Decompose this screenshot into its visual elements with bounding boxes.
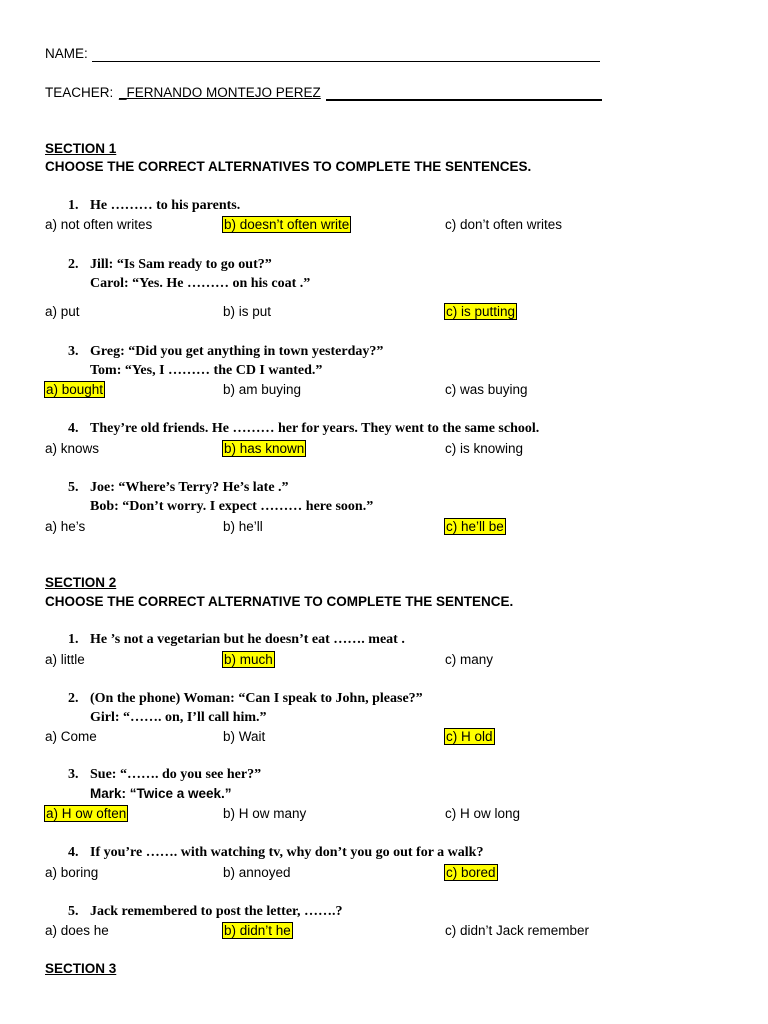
s1-q5-option-b[interactable]: b) he’ll <box>223 519 263 534</box>
answer-highlight: c) he’ll be <box>446 519 504 534</box>
s2-question-3 <box>68 767 261 783</box>
teacher-name: _FERNANDO MONTEJO PEREZ <box>119 85 321 100</box>
s1-question-3 <box>68 344 383 360</box>
question-text: Greg: “Did you get anything in town yesterday?” <box>90 344 384 359</box>
s1-q4-option-c[interactable]: c) is knowing <box>445 441 524 456</box>
question-number: 3. <box>68 344 79 359</box>
answer-highlight: c) bored <box>446 865 496 880</box>
s1-q4-option-a[interactable]: a) knows <box>45 441 100 456</box>
answer-highlight: b) much <box>224 652 273 667</box>
s2-q2-option-a[interactable]: a) Come <box>45 729 97 744</box>
question-number: 1. <box>68 198 79 213</box>
teacher-label: TEACHER: <box>45 85 114 100</box>
section2-instruction: CHOOSE THE CORRECT ALTERNATIVE TO COMPLETE THE SENTENCE. <box>45 594 514 609</box>
question-number: 1. <box>68 632 79 647</box>
s1-q3-option-a[interactable] <box>45 382 104 398</box>
question-text: Sue: “……. do you see her?” <box>90 767 262 782</box>
s1-q2-option-a[interactable]: a) put <box>45 304 80 319</box>
s2-question-4 <box>68 845 483 861</box>
s2-q1-option-a[interactable]: a) little <box>45 652 85 667</box>
s2-question-2-line-2: Girl: “……. on, I’ll call him.” <box>90 710 267 725</box>
question-text: Joe: “Where’s Terry? He’s late .” <box>90 480 289 495</box>
s1-question-2 <box>68 257 272 273</box>
question-text: Jack remembered to post the letter, …….? <box>90 904 343 919</box>
s2-q2-option-b[interactable]: b) Wait <box>223 729 266 744</box>
name-underline <box>92 61 600 62</box>
answer-highlight: b) doesn’t often write <box>224 217 350 232</box>
section3-title: SECTION 3 <box>45 961 117 976</box>
s2-q1-option-c[interactable]: c) many <box>445 652 494 667</box>
s2-q3-option-a[interactable] <box>45 806 127 822</box>
s1-q1-option-b[interactable] <box>223 217 350 233</box>
question-text: Jill: “Is Sam ready to go out?” <box>90 257 272 272</box>
s1-q2-option-c[interactable] <box>445 304 516 320</box>
question-number: 3. <box>68 767 79 782</box>
s1-q5-option-c[interactable] <box>445 519 505 535</box>
question-number: 4. <box>68 845 79 860</box>
s2-question-2 <box>68 691 423 707</box>
s1-q4-option-b[interactable] <box>223 441 305 457</box>
s2-q3-option-b[interactable]: b) H ow many <box>223 806 307 821</box>
question-number: 4. <box>68 421 79 436</box>
s1-q3-option-b[interactable]: b) am buying <box>223 382 302 397</box>
s1-question-3-line-2: Tom: “Yes, I ……… the CD I wanted.” <box>90 363 323 378</box>
s1-q1-option-c[interactable]: c) don’t often writes <box>445 217 563 232</box>
s2-question-1 <box>68 632 405 648</box>
teacher-underline <box>326 99 602 101</box>
answer-highlight: a) H ow often <box>46 806 127 821</box>
s1-q5-option-a[interactable]: a) he’s <box>45 519 86 534</box>
s1-question-1 <box>68 198 240 214</box>
s2-q4-option-c[interactable] <box>445 865 497 881</box>
s1-question-2-line-2: Carol: “Yes. He ……… on his coat .” <box>90 276 311 291</box>
section2-title: SECTION 2 <box>45 575 117 590</box>
s1-question-4 <box>68 421 539 437</box>
question-text: If you’re ……. with watching tv, why don’t you go out for a walk? <box>90 845 484 860</box>
s1-question-5 <box>68 480 289 496</box>
question-text: He ……… to his parents. <box>90 198 241 213</box>
answer-highlight: b) didn’t he <box>224 923 291 938</box>
answer-highlight: b) has known <box>224 441 305 456</box>
s2-question-3-line-2: Mark: “Twice a week.” <box>90 786 232 801</box>
question-text: They’re old friends. He ……… her for years. They went to the same school. <box>90 421 540 436</box>
s1-q2-option-b[interactable]: b) is put <box>223 304 272 319</box>
s2-q2-option-c[interactable] <box>445 729 494 745</box>
s2-q1-option-b[interactable] <box>223 652 274 668</box>
s1-q3-option-c[interactable]: c) was buying <box>445 382 528 397</box>
question-number: 2. <box>68 691 79 706</box>
s1-question-5-line-2: Bob: “Don’t worry. I expect ……… here soon.” <box>90 499 374 514</box>
s2-q4-option-b[interactable]: b) annoyed <box>223 865 291 880</box>
s2-q4-option-a[interactable]: a) boring <box>45 865 99 880</box>
section1-title: SECTION 1 <box>45 141 117 156</box>
question-text: (On the phone) Woman: “Can I speak to John, please?” <box>90 691 423 706</box>
answer-highlight: c) H old <box>446 729 493 744</box>
question-text: He ’s not a vegetarian but he doesn’t eat ……. meat . <box>90 632 405 647</box>
section1-instruction: CHOOSE THE CORRECT ALTERNATIVES TO COMPLETE THE SENTENCES. <box>45 159 532 174</box>
answer-highlight: c) is putting <box>446 304 516 319</box>
s2-q3-option-c[interactable]: c) H ow long <box>445 806 521 821</box>
s2-question-5 <box>68 904 342 920</box>
s1-q1-option-a[interactable]: a) not often writes <box>45 217 153 232</box>
question-number: 5. <box>68 480 79 495</box>
s2-q5-option-a[interactable]: a) does he <box>45 923 109 938</box>
question-number: 2. <box>68 257 79 272</box>
answer-highlight: a) bought <box>46 382 104 397</box>
question-number: 5. <box>68 904 79 919</box>
name-label: NAME: <box>45 46 88 61</box>
s2-q5-option-c[interactable]: c) didn’t Jack remember <box>445 923 590 938</box>
s2-q5-option-b[interactable] <box>223 923 292 939</box>
